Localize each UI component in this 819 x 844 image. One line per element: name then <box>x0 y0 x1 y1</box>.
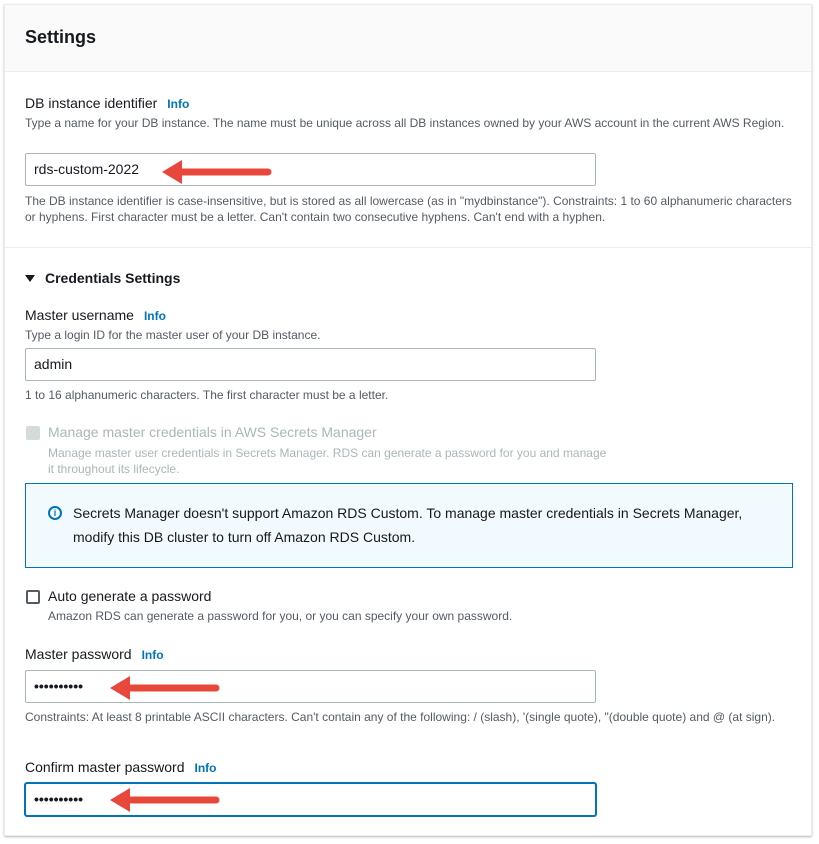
password-label-row <box>25 644 164 665</box>
panel-title: Settings <box>25 27 97 47</box>
db-identifier-label-row <box>25 93 189 114</box>
settings-panel <box>4 4 812 836</box>
db-identifier-constraint: The DB instance identifier is case-insensitive, but is stored as all lowercase (as in "mydbinstance"). Constraints: 1 to 60 alphanumeric characters or hyphens. First character must be a letter. Can't contain two consecutive hyphens. Can't end with a hyphen. <box>25 194 792 224</box>
username-info-link[interactable]: Info <box>143 309 166 323</box>
credentials-section-toggle[interactable] <box>25 268 180 288</box>
confirm-password-input[interactable]: •••••••••• <box>25 783 596 816</box>
auto-generate-password-checkbox[interactable] <box>26 590 40 604</box>
caret-down-icon <box>25 275 35 282</box>
annotation-arrow-icon <box>160 158 272 186</box>
password-label: Master password <box>25 646 132 662</box>
username-input[interactable]: admin <box>25 348 596 381</box>
db-identifier-info-link[interactable]: Info <box>167 97 190 111</box>
info-circle-icon: i <box>48 506 62 520</box>
confirm-password-label: Confirm master password <box>25 759 185 775</box>
panel-header <box>5 5 811 72</box>
db-identifier-label: DB instance identifier <box>25 95 158 111</box>
section-divider <box>5 247 811 248</box>
password-info-link[interactable]: Info <box>141 648 164 662</box>
password-input[interactable]: •••••••••• <box>25 670 596 703</box>
username-label: Master username <box>25 307 134 323</box>
auto-generate-password-description: Amazon RDS can generate a password for you, or you can specify your own password. <box>48 609 513 623</box>
confirm-password-label-row <box>25 757 217 778</box>
secrets-manager-label: Manage master credentials in AWS Secrets Manager <box>48 424 377 440</box>
secrets-manager-alert <box>25 483 793 568</box>
db-identifier-description: Type a name for your DB instance. The name must be unique across all DB instances owned by your AWS account in the current AWS Region. <box>25 116 785 130</box>
secrets-manager-description: Manage master user credentials in Secrets Manager. RDS can generate a password for you and manage it throughout its lifecycle. <box>48 446 607 476</box>
annotation-arrow-icon <box>108 674 220 702</box>
username-description: Type a login ID for the master user of your DB instance. <box>25 328 321 342</box>
auto-generate-password-label[interactable]: Auto generate a password <box>48 588 212 604</box>
credentials-section-title: Credentials Settings <box>45 270 181 286</box>
password-constraint: Constraints: At least 8 printable ASCII characters. Can't contain any of the following: / (slash), '(single quote), "(double quote) and @ (at sign). <box>25 710 776 724</box>
username-constraint: 1 to 16 alphanumeric characters. The first character must be a letter. <box>25 388 389 402</box>
db-identifier-input[interactable]: rds-custom-2022 <box>25 153 596 186</box>
secrets-manager-checkbox[interactable] <box>26 426 40 440</box>
username-label-row <box>25 305 166 326</box>
confirm-password-info-link[interactable]: Info <box>194 761 217 775</box>
alert-text: Secrets Manager doesn't support Amazon RDS Custom. To manage master credentials in Secrets Manager, modify this DB cluster to turn off Amazon RDS Custom. <box>73 505 743 545</box>
annotation-arrow-icon <box>108 786 220 814</box>
